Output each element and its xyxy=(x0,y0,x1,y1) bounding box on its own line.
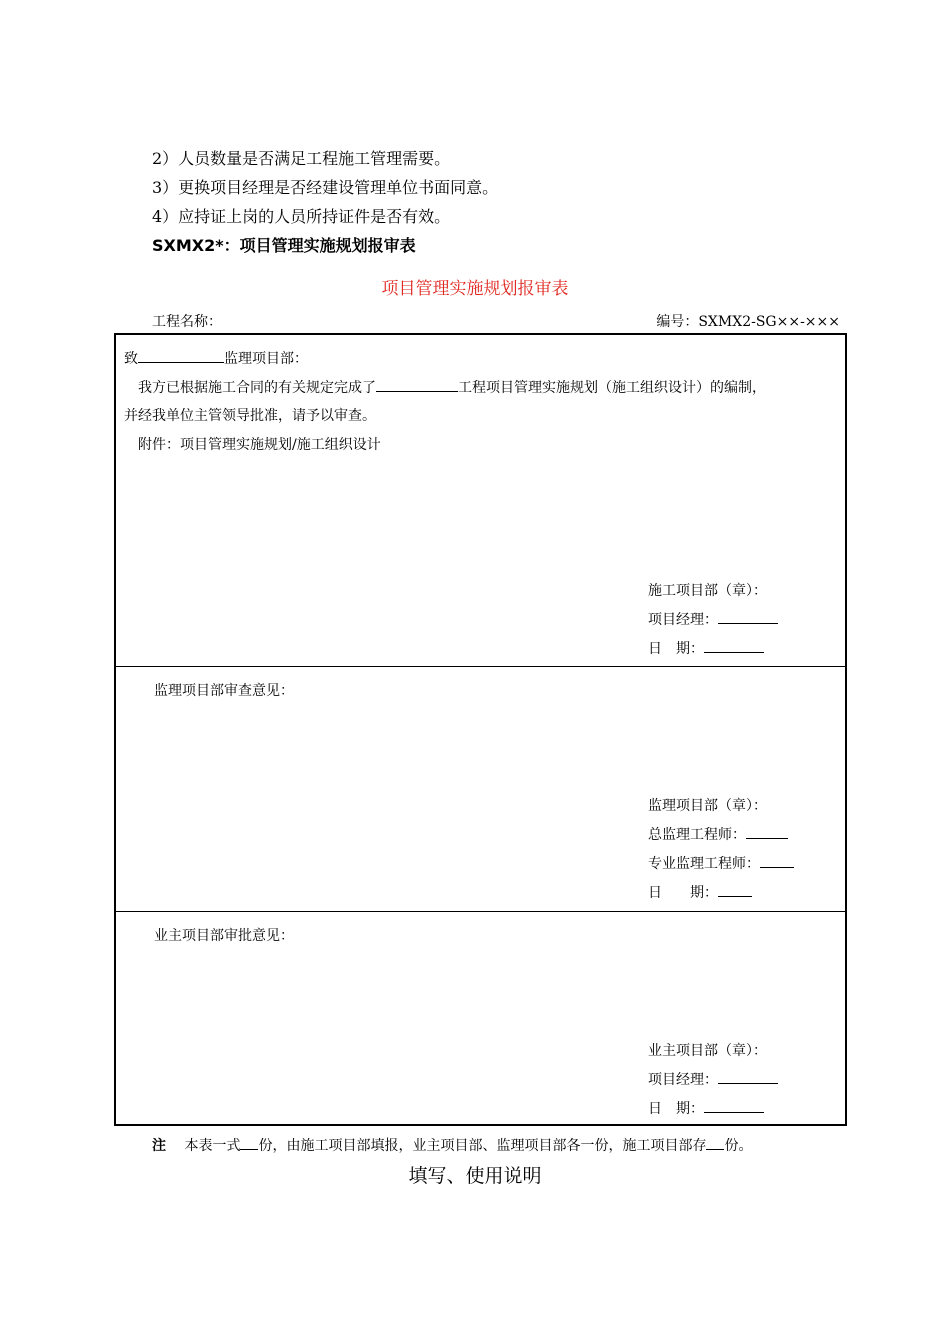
body-part1: 我方已根据施工合同的有关规定完成了 xyxy=(138,380,376,396)
specialist-blank[interactable] xyxy=(760,855,794,868)
note-part3: 份。 xyxy=(724,1138,753,1154)
owner-opinion-label: 业主项目部审批意见： xyxy=(154,928,294,944)
keep-blank[interactable] xyxy=(706,1137,724,1150)
project-name-label: 工程名称： xyxy=(152,314,222,330)
body-line-1 xyxy=(138,377,766,397)
form-table xyxy=(114,333,847,1126)
attachment-line: 附件：项目管理实施规划/施工组织设计 xyxy=(138,437,381,453)
owner-date-blank[interactable] xyxy=(704,1100,764,1113)
note-line xyxy=(152,1135,752,1155)
footer-heading: 填写、使用说明 xyxy=(408,1165,542,1187)
owner-manager-sign: 项目经理： xyxy=(648,1069,778,1089)
section-heading: SXMX2*：项目管理实施规划报审表 xyxy=(152,236,416,255)
divider xyxy=(116,666,845,667)
note-part2: 份，由施工项目部填报，业主项目部、监理项目部各一份，施工项目部存 xyxy=(258,1138,707,1154)
supervision-dept-seal: 监理项目部（章）： xyxy=(648,798,767,814)
supervision-date-sign: 日 期： xyxy=(648,882,752,902)
chief-engineer-sign: 总监理工程师： xyxy=(648,824,788,844)
note-part1: 本表一式 xyxy=(184,1138,241,1154)
addressee-suffix: 监理项目部： xyxy=(224,351,308,367)
copies-blank[interactable] xyxy=(240,1137,258,1150)
addressee-line xyxy=(124,348,308,368)
specialist-engineer-sign: 专业监理工程师： xyxy=(648,853,794,873)
date-sign: 日 期： xyxy=(648,638,764,658)
form-title: 项目管理实施规划报审表 xyxy=(381,279,569,299)
body-part2: 工程项目管理实施规划（施工组织设计）的编制， xyxy=(458,380,766,396)
owner-date-sign: 日 期： xyxy=(648,1098,764,1118)
addressee-prefix: 致 xyxy=(124,351,138,367)
owner-dept-seal: 业主项目部（章）： xyxy=(648,1043,767,1059)
owner-manager-blank[interactable] xyxy=(718,1071,778,1084)
body-line-2: 并经我单位主管领导批准，请予以审查。 xyxy=(124,408,376,424)
project-blank[interactable] xyxy=(376,379,458,392)
supervision-date-blank[interactable] xyxy=(718,884,752,897)
note-label: 注 xyxy=(152,1138,166,1154)
addressee-blank[interactable] xyxy=(138,350,224,363)
checklist-item-4: 4）应持证上岗的人员所持证件是否有效。 xyxy=(152,207,451,226)
project-manager-sign: 项目经理： xyxy=(648,609,778,629)
construction-dept-seal: 施工项目部（章）： xyxy=(648,583,767,599)
code-label: 编号：SXMX2-SG××-××× xyxy=(656,314,840,330)
checklist-item-2: 2）人员数量是否满足工程施工管理需要。 xyxy=(152,149,451,168)
manager-blank[interactable] xyxy=(718,611,778,624)
chief-blank[interactable] xyxy=(746,826,788,839)
checklist-item-3: 3）更换项目经理是否经建设管理单位书面同意。 xyxy=(152,178,499,197)
divider xyxy=(116,911,845,912)
date-blank[interactable] xyxy=(704,640,764,653)
supervision-opinion-label: 监理项目部审查意见： xyxy=(154,683,294,699)
